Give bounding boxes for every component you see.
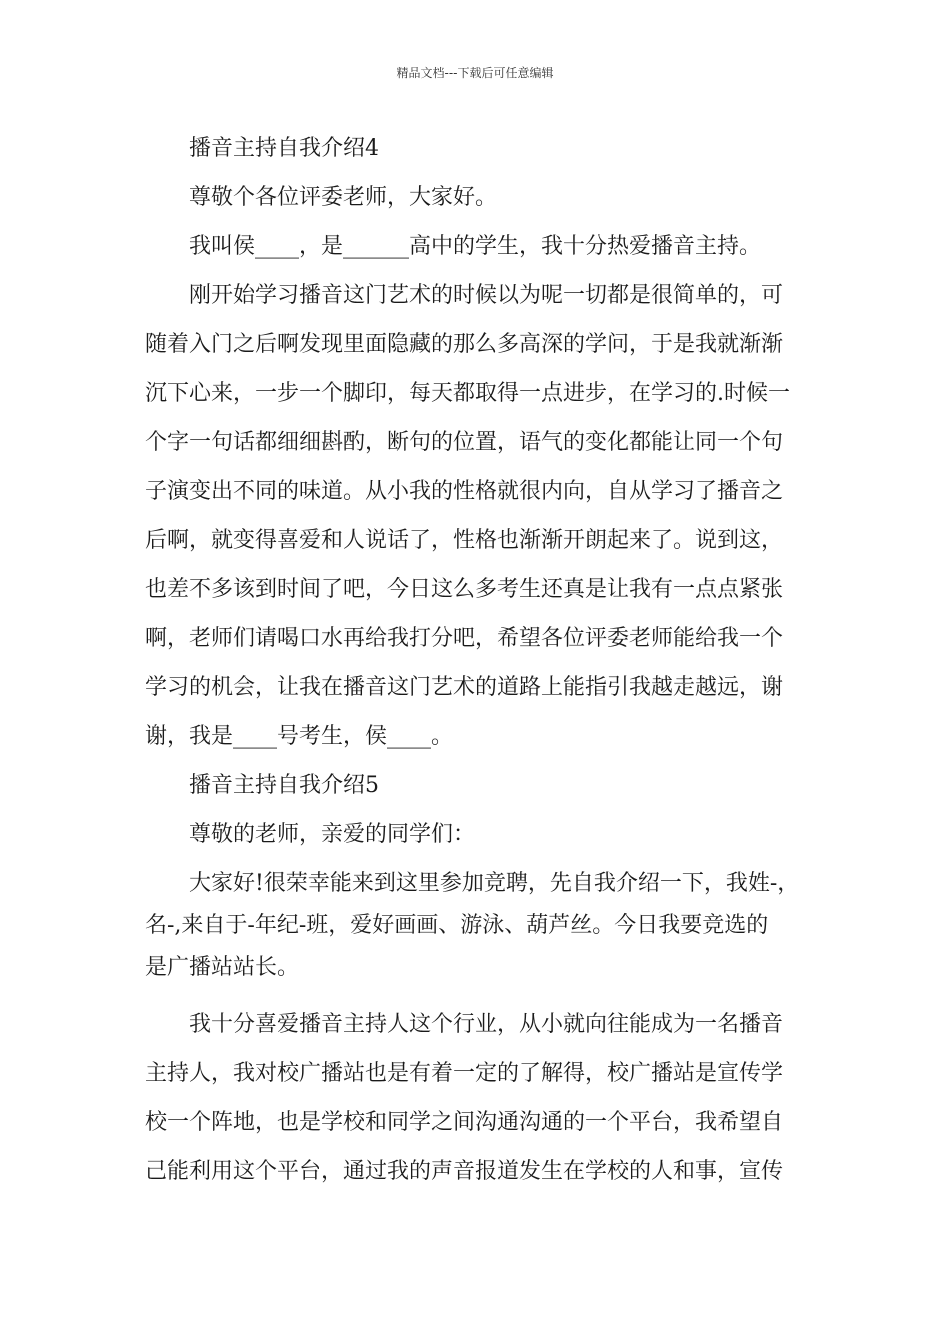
paragraph-line: 大家好!很荣幸能来到这里参加竞聘，先自我介绍一下，我姓-，: [189, 871, 800, 896]
paragraph-line: 我十分喜爱播音主持人这个行业，从小就向往能成为一名播音: [189, 1012, 784, 1037]
paragraph-line: 谢，我是____号考生，侯____。: [145, 724, 454, 749]
paragraph-line: 刚开始学习播音这门艺术的时候以为呢一切都是很简单的，可: [189, 283, 784, 308]
paragraph-line: 子演变出不同的味道。从小我的性格就很内向，自从学习了播音之: [145, 479, 784, 504]
paragraph-line: 沉下心来，一步一个脚印，每天都取得一点进步，在学习的.时候一: [145, 381, 790, 406]
section-heading-4: 播音主持自我介绍4: [189, 136, 379, 161]
paragraph-line: 随着入门之后啊发现里面隐藏的那么多高深的学问，于是我就渐渐: [145, 332, 784, 357]
document-body: [145, 133, 813, 1188]
greeting-line: 尊敬个各位评委老师，大家好。: [189, 185, 498, 210]
paragraph-line: 名-,来自于-年纪-班，爱好画画、游泳、葫芦丝。今日我要竞选的: [145, 913, 769, 938]
paragraph-line: 后啊，就变得喜爱和人说话了，性格也渐渐开朗起来了。说到这，: [145, 528, 784, 553]
paragraph-line: 是广播站站长。: [145, 955, 300, 980]
paragraph-line: 校一个阵地，也是学校和同学之间沟通沟通的一个平台，我希望自: [145, 1110, 784, 1135]
paragraph-line: 啊，老师们请喝口水再给我打分吧，希望各位评委老师能给我一个: [145, 626, 784, 651]
paragraph-line: 主持人，我对校广播站也是有着一定的了解得，校广播站是宣传学: [145, 1061, 784, 1086]
page-header-note: 精品文档---下载后可任意编辑: [396, 66, 554, 80]
section-heading-5: 播音主持自我介绍5: [189, 773, 379, 798]
greeting-line: 尊敬的老师，亲爱的同学们：: [189, 822, 476, 847]
paragraph-line: 学习的机会，让我在播音这门艺术的道路上能指引我越走越远，谢: [145, 675, 784, 700]
intro-line: 我叫侯____，是______高中的学生，我十分热爱播音主持。: [189, 234, 762, 259]
paragraph-line: 个字一句话都细细斟酌，断句的位置，语气的变化都能让同一个句: [145, 430, 784, 455]
paragraph-line: 也差不多该到时间了吧，今日这么多考生还真是让我有一点点紧张: [145, 577, 784, 602]
paragraph-line: 己能利用这个平台，通过我的声音报道发生在学校的人和事，宣传: [145, 1159, 784, 1184]
